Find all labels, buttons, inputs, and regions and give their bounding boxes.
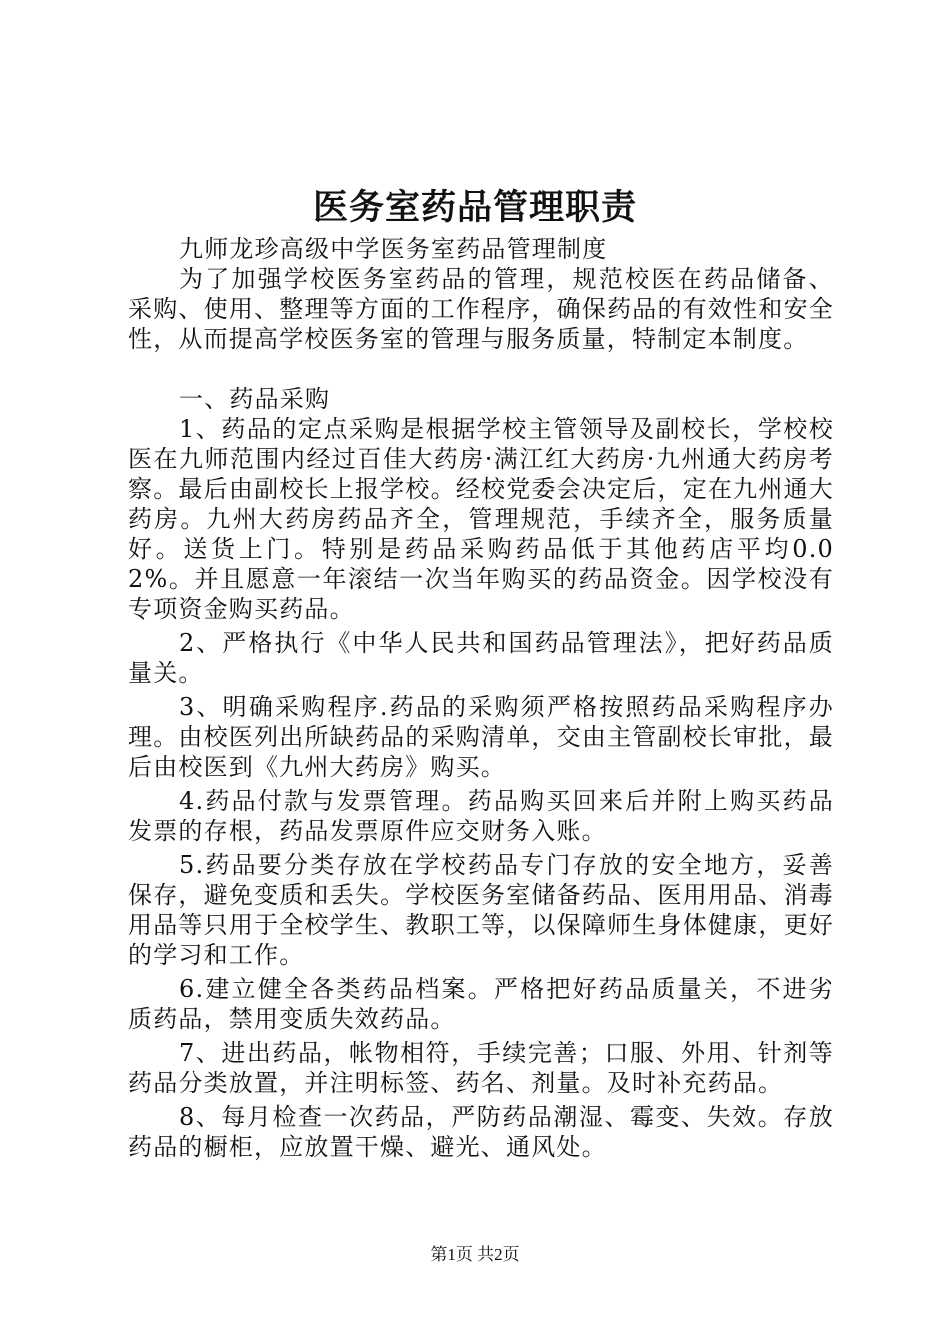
page-number-footer: 第1页 共2页 bbox=[430, 1245, 520, 1264]
intro-paragraph: 为了加强学校医务室药品的管理，规范校医在药品储备、采购、使用、整理等方面的工作程序，确保药品的有效性和安全性，从而提高学校医务室的管理与服务质量，特制定本制度。 bbox=[128, 265, 834, 353]
document-title: 医务室药品管理职责 bbox=[312, 187, 637, 228]
list-item: 4.药品付款与发票管理。药品购买回来后并附上购买药品发票的存根，药品发票原件应交财务入账。 bbox=[128, 787, 834, 845]
list-item: 1、药品的定点采购是根据学校主管领导及副校长，学校校医在九师范围内经过百佳大药房·满江红大药房·九州通大药房考察。最后由副校长上报学校。经校党委会决定后，定在九州通大药房。九州大药房药品齐全，管理规范，手续齐全，服务质量好。送货上门。特别是药品采购药品低于其他药店平均0.02%。并且愿意一年滚结一次当年购买的药品资金。因学校没有专项资金购买药品。 bbox=[128, 415, 834, 623]
list-item: 2、严格执行《中华人民共和国药品管理法》，把好药品质量关。 bbox=[128, 629, 834, 687]
list-item: 6.建立健全各类药品档案。严格把好药品质量关，不进劣质药品，禁用变质失效药品。 bbox=[128, 975, 834, 1033]
list-item: 5.药品要分类存放在学校药品专门存放的安全地方，妥善保存，避免变质和丢失。学校医务室储备药品、医用用品、消毒用品等只用于全校学生、教职工等，以保障师生身体健康，更好的学习和工作。 bbox=[128, 851, 834, 969]
list-item: 8、每月检查一次药品，严防药品潮湿、霉变、失效。存放药品的橱柜，应放置干燥、避光、通风处。 bbox=[128, 1103, 834, 1161]
list-item: 7、进出药品，帐物相符，手续完善；口服、外用、针剂等药品分类放置，并注明标签、药名、剂量。及时补充药品。 bbox=[128, 1039, 834, 1097]
list-item: 3、明确采购程序.药品的采购须严格按照药品采购程序办理。由校医列出所缺药品的采购清单，交由主管副校长审批，最后由校医到《九州大药房》购买。 bbox=[128, 693, 834, 781]
document-body bbox=[128, 234, 834, 1162]
section-heading: 一、药品采购 bbox=[179, 385, 331, 413]
document-subtitle: 九师龙珍高级中学医务室药品管理制度 bbox=[179, 235, 608, 263]
